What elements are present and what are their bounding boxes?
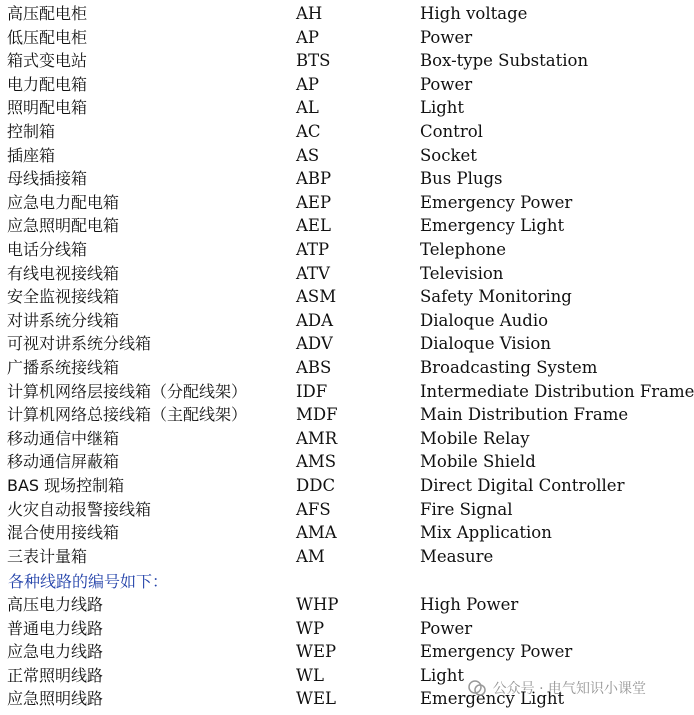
english-name: Mobile Shield (420, 452, 536, 472)
table-row (0, 545, 660, 569)
english-name: Direct Digital Controller (420, 476, 625, 495)
table-row (0, 238, 660, 262)
code: WEP (296, 642, 337, 662)
code: AP (296, 27, 320, 47)
english-name: Power (420, 618, 473, 638)
english-name: Control (420, 122, 483, 141)
table-row (0, 617, 660, 641)
chinese-name: 插座箱 (7, 145, 56, 165)
table-row (0, 521, 660, 545)
english-name: Measure (420, 546, 494, 566)
table-row (0, 403, 660, 427)
watermark (467, 676, 646, 700)
wechat-icon (467, 678, 487, 698)
chinese-name: 应急照明线路 (7, 689, 104, 709)
chinese-name: 应急照明配电箱 (7, 216, 120, 236)
english-name: Emergency Power (420, 642, 573, 662)
table-row (0, 73, 660, 97)
code: AMR (296, 428, 338, 448)
english-name: Bus Plugs (420, 169, 503, 189)
chinese-name: 移动通信中继箱 (7, 428, 120, 448)
chinese-name: 高压电力线路 (7, 595, 104, 614)
chinese-name: 移动通信屏蔽箱 (7, 452, 120, 472)
table-row (0, 309, 660, 333)
chinese-name: 电话分线箱 (7, 240, 88, 259)
code: AFS (296, 499, 331, 519)
code: AC (296, 122, 321, 141)
table-row (0, 332, 660, 356)
chinese-name: 控制箱 (7, 122, 56, 141)
code: DDC (296, 476, 336, 495)
code: BTS (296, 51, 331, 71)
code: ADA (296, 310, 334, 330)
table-row (0, 191, 660, 215)
english-name: Mix Application (420, 523, 552, 543)
code: MDF (296, 405, 338, 425)
table-row (0, 120, 660, 144)
chinese-name: 照明配电箱 (7, 98, 88, 118)
code: ABS (296, 358, 332, 377)
english-name: Television (420, 263, 504, 283)
code: AL (296, 98, 319, 118)
code: ABP (296, 169, 332, 189)
english-name: Emergency Light (420, 216, 565, 236)
code: ATV (296, 263, 330, 283)
code: ADV (296, 334, 333, 354)
table-row (0, 2, 660, 26)
table-row (0, 593, 660, 617)
chinese-name: 广播系统接线箱 (7, 358, 120, 377)
table-row (0, 498, 660, 522)
table-row (0, 450, 660, 474)
code: AP (296, 74, 320, 94)
chinese-name: 三表计量箱 (7, 546, 88, 566)
table-row (0, 144, 660, 168)
chinese-name: 高压配电柜 (7, 4, 88, 23)
code: AMA (296, 523, 337, 543)
table-row (0, 380, 694, 404)
section-heading: 各种线路的编号如下： (8, 571, 169, 591)
chinese-name: 安全监视接线箱 (7, 287, 120, 307)
english-name: Main Distribution Frame (420, 405, 629, 425)
table-row (0, 356, 660, 380)
english-name: Telephone (420, 240, 507, 259)
code: WL (296, 665, 324, 685)
table-row (0, 427, 660, 451)
english-name: Light (420, 665, 465, 685)
code: WHP (296, 595, 339, 614)
chinese-name: 电力配电箱 (7, 74, 88, 94)
chinese-name: 对讲系统分线箱 (7, 310, 120, 330)
english-name: Power (420, 74, 473, 94)
code: WEL (296, 689, 336, 709)
english-name: Emergency Light (420, 689, 565, 709)
english-name: Safety Monitoring (420, 287, 572, 307)
english-name: Dialoque Vision (420, 334, 551, 354)
english-name: Mobile Relay (420, 428, 530, 448)
code: AH (296, 4, 323, 23)
english-name: Socket (420, 145, 477, 165)
chinese-name: 混合使用接线箱 (7, 523, 120, 543)
chinese-name: 应急电力配电箱 (7, 192, 120, 212)
code: ATP (296, 240, 330, 259)
code: AMS (296, 452, 337, 472)
english-name: Fire Signal (420, 499, 513, 519)
chinese-name: 火灾自动报警接线箱 (7, 499, 152, 519)
code: WP (296, 618, 325, 638)
table-row (0, 640, 660, 664)
english-name: Dialoque Audio (420, 310, 549, 330)
english-name: Broadcasting System (420, 358, 598, 377)
table-row (0, 26, 660, 50)
table-row (0, 96, 660, 120)
chinese-name: 应急电力线路 (7, 642, 104, 662)
chinese-name: 正常照明线路 (7, 665, 104, 685)
code: IDF (296, 381, 328, 401)
english-name: Box-type Substation (420, 51, 589, 71)
english-name: High Power (420, 595, 519, 614)
table-row (0, 167, 660, 191)
english-name: High voltage (420, 4, 528, 23)
table-row (0, 285, 660, 309)
english-name: Power (420, 27, 473, 47)
chinese-name: 可视对讲系统分线箱 (7, 334, 152, 354)
table-row (0, 214, 660, 238)
english-name: Light (420, 98, 465, 118)
chinese-name: 低压配电柜 (7, 27, 88, 47)
code: AS (296, 145, 320, 165)
table-row (0, 262, 660, 286)
chinese-name: 计算机网络层接线箱（分配线架） (7, 381, 248, 401)
english-name: Intermediate Distribution Frame (420, 381, 694, 401)
watermark-text: 公众号 · 电气知识小课堂 (492, 681, 646, 697)
chinese-name: BAS 现场控制箱 (7, 476, 125, 495)
table-row (0, 474, 660, 498)
code: ASM (296, 287, 337, 307)
table-row (0, 49, 660, 73)
code: AEP (296, 192, 332, 212)
chinese-name: 计算机网络总接线箱（主配线架） (7, 405, 248, 425)
chinese-name: 母线插接箱 (7, 169, 88, 189)
code: AEL (296, 216, 331, 236)
chinese-name: 有线电视接线箱 (7, 263, 120, 283)
chinese-name: 普通电力线路 (7, 618, 104, 638)
chinese-name: 箱式变电站 (7, 51, 88, 71)
code: AM (296, 546, 325, 566)
english-name: Emergency Power (420, 192, 573, 212)
